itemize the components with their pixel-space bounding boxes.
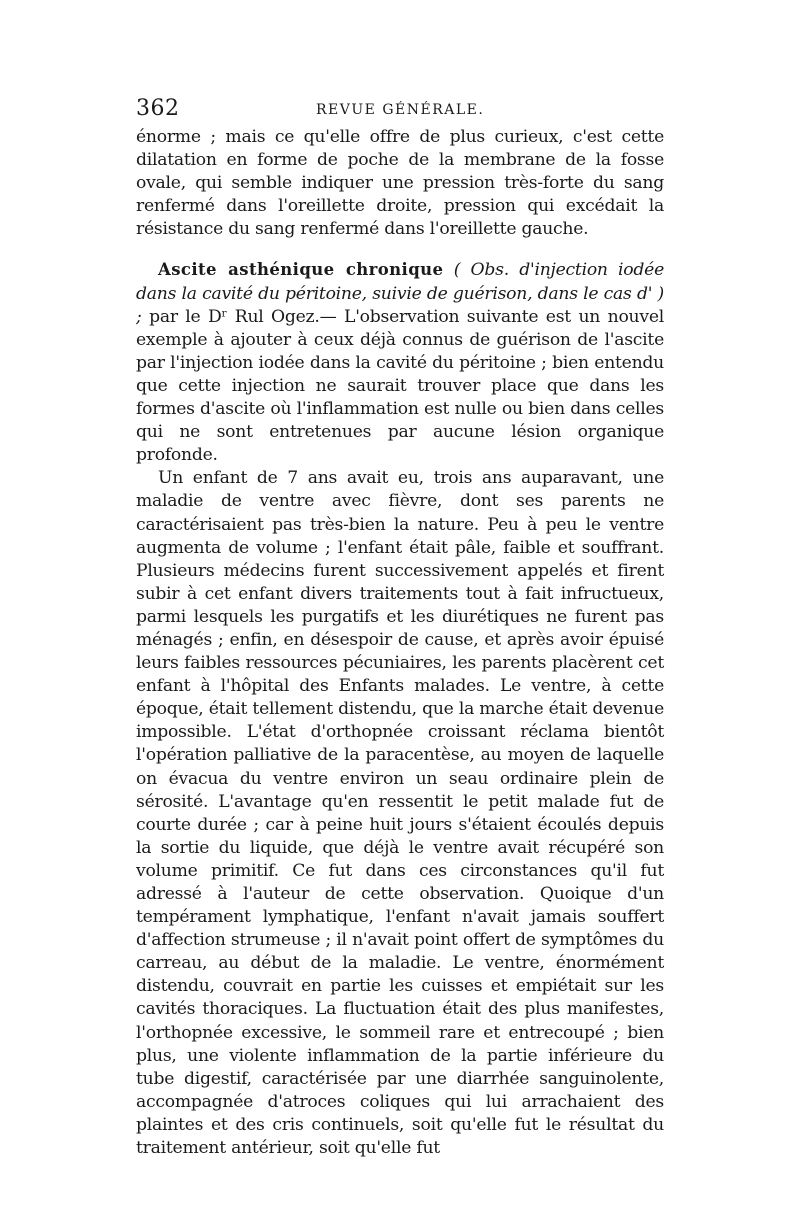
page [136,96,664,1160]
running-head [136,96,664,126]
paragraph-ascite [136,258,664,467]
paragraph-ascite-text: par le Dʳ Rul Ogez.— L'observation suivante est un nouvel exemple à ajouter à ceux déjà connus de guérison de l'ascite par l'injection iodée dans la cavité du péritoine ; bien entendu que cette injection ne saurait trouver place que dans les formes d'ascite où l'inflammation est nulle ou bien dans celles qui ne sont entretenues par aucune lésion organique profonde. [136,306,664,466]
running-title: REVUE GÉNÉRALE. [316,102,485,118]
page-number: 362 [136,96,180,121]
paragraph-case: Un enfant de 7 ans avait eu, trois ans auparavant, une maladie de ventre avec fièvre, dont ses parents ne caractérisaient pas très-bien la nature. Peu à peu le ventre augmenta de volume ; l'enfant était pâle, faible et souffrant. Plusieurs médecins furent successivement appelés et firent subir à cet enfant divers traitements tout à fait infructueux, parmi lesquels les purgatifs et les diurétiques ne furent pas ménagés ; enfin, en désespoir de cause, et après avoir épuisé leurs faibles ressources pécuniaires, les parents placèrent cet enfant à l'hôpital des Enfants malades. Le ventre, à cette époque, était tellement distendu, que la marche était devenue impossible. L'état d'orthopnée croissant réclama bientôt l'opération palliative de la paracentèse, au moyen de laquelle on évacua du ventre environ un seau ordinaire plein de sérosité. L'avantage qu'en ressentit le petit malade fut de courte durée ; car à peine huit jours s'étaient écoulés depuis la sortie du liquide, que déjà le ventre avait récupéré son volume primitif. Ce fut dans ces circonstances qu'il fut adressé à l'auteur de cette observation. Quoique d'un tempérament lymphatique, l'enfant n'avait jamais souffert d'affection strumeuse ; il n'avait point offert de symptômes du carreau, au début de la maladie. Le ventre, énormément distendu, couvrait en partie les cuisses et empiétait sur les cavités thoraciques. La fluctuation était des plus manifestes, l'orthopnée excessive, le sommeil rare et entrecoupé ; bien plus, une violente inflammation de la partie inférieure du tube digestif, caractérisée par une diarrhée sanguinolente, accompagnée d'atroces coliques qui lui arrachaient des plaintes et des cris continuels, soit qu'elle fut le résultat du traitement antérieur, soit qu'elle fut [136,468,664,1159]
observation-subtitle: ( Obs. d'injection iodée dans la cavité du péritoine, suivie de guérison, dans le cas d' ) ; [136,260,664,327]
body-text [136,126,664,1160]
paragraph-continuation: énorme ; mais ce qu'elle offre de plus curieux, c'est cette dilatation en forme de poche de la membrane de la fosse ovale, qui semble indiquer une pression très-forte du sang renfermé dans l'oreillette droite, pression qui excédait la résistance du sang renfermé dans l'oreillette gauche. [136,127,664,240]
section-title: Ascite asthénique chronique [158,260,444,280]
